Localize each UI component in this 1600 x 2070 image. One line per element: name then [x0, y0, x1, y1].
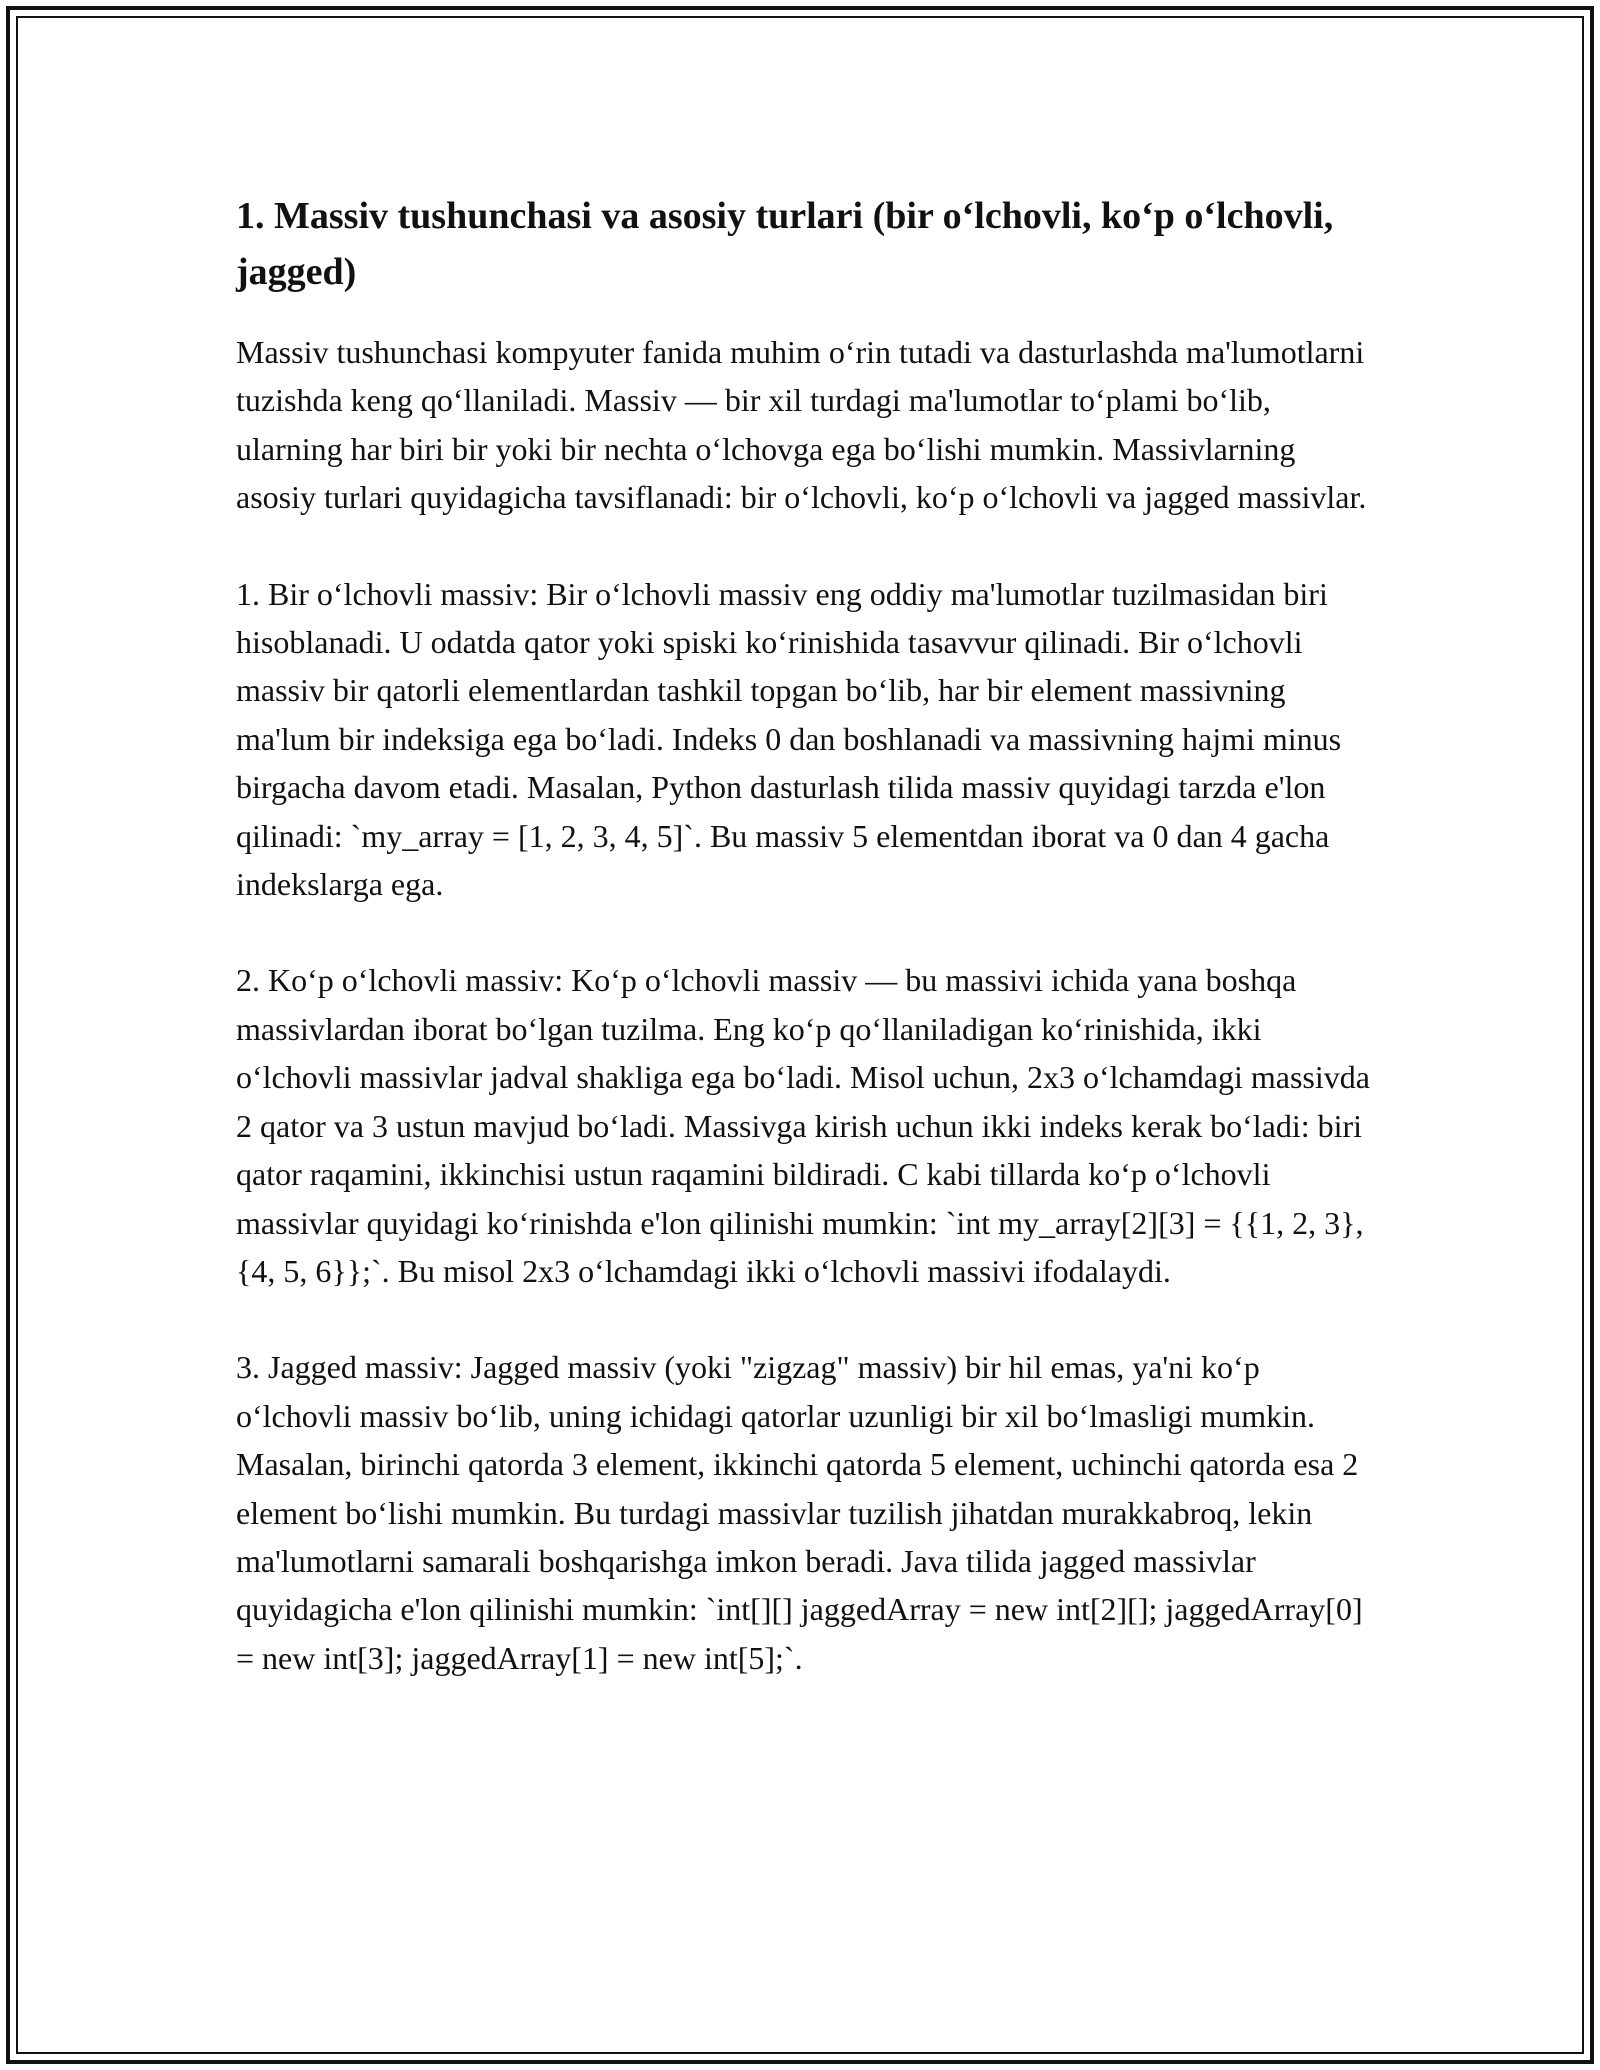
one-dimensional-array-paragraph: 1. Bir o‘lchovli massiv: Bir o‘lchovli massiv eng oddiy ma'lumotlar tuzilmasidan biri hisoblanadi. U odatda qator yoki spiski ko‘rinishida tasavvur qilinadi. Bir o‘lchovli massiv bir qatorli elementlardan tashkil topgan bo‘lib, har bir element massivning ma'lum bir indeksiga ega bo‘ladi. Indeks 0 dan boshlanadi va massivning hajmi minus birgacha davom etadi. Masalan, Python dasturlash tilida massiv quyidagi tarzda e'lon qilinadi: `my_array = [1, 2, 3, 4, 5]`. Bu massiv 5 elementdan iborat va 0 dan 4 gacha indekslarga ega. — [236, 575, 1342, 903]
multi-dimensional-array-paragraph: 2. Ko‘p o‘lchovli massiv: Ko‘p o‘lchovli massiv — bu massivi ichida yana boshqa massivlardan iborat bo‘lgan tuzilma. Eng ko‘p qo‘llaniladigan ko‘rinishida, ikki o‘lchovli massivlar jadval shakliga ega bo‘ladi. Misol uchun, 2x3 o‘lchamdagi massivda 2 qator va 3 ustun mavjud bo‘ladi. Massivga kirish uchun ikki indeks kerak bo‘ladi: biri qator raqamini, ikkinchisi ustun raqamini bildiradi. C kabi tillarda ko‘p o‘lchovli massivlar quyidagi ko‘rinishda e'lon qilinishi mumkin: `int my_array[2][3] = {{1, 2, 3}, {4, 5, 6}};`. Bu misol 2x3 o‘lchamdagi ikki o‘lchovli massivi ifodalaydi. — [236, 962, 1370, 1289]
document-body — [236, 188, 1376, 1682]
jagged-array-paragraph: 3. Jagged massiv: Jagged massiv (yoki "zigzag" massiv) bir hil emas, ya'ni ko‘p o‘lchovli massiv bo‘lib, uning ichidagi qatorlar uzunligi bir xil bo‘lmasligi mumkin. Masalan, birinchi qatorda 3 element, ikkinchi qatorda 5 element, uchinchi qatorda esa 2 element bo‘lishi mumkin. Bu turdagi massivlar tuzilish jihatdan murakkabroq, lekin ma'lumotlarni samarali boshqarishga imkon beradi. Java tilida jagged massivlar quyidagicha e'lon qilinishi mumkin: `int[][] jaggedArray = new int[2][]; jaggedArray[0] = new int[3]; jaggedArray[1] = new int[5];`. — [236, 1349, 1363, 1676]
intro-paragraph: Massiv tushunchasi kompyuter fanida muhim o‘rin tutadi va dasturlashda ma'lumotlarni tuzishda keng qo‘llaniladi. Massiv — bir xil turdagi ma'lumotlar to‘plami bo‘lib, ularning har biri bir yoki bir nechta o‘lchovga ega bo‘lishi mumkin. Massivlarning asosiy turlari quyidagicha tavsiflanadi: bir o‘lchovli, ko‘p o‘lchovli va jagged massivlar. — [236, 334, 1367, 516]
section-heading: 1. Massiv tushunchasi va asosiy turlari (bir o‘lchovli, ko‘p o‘lchovli, jagged) — [236, 195, 1334, 293]
